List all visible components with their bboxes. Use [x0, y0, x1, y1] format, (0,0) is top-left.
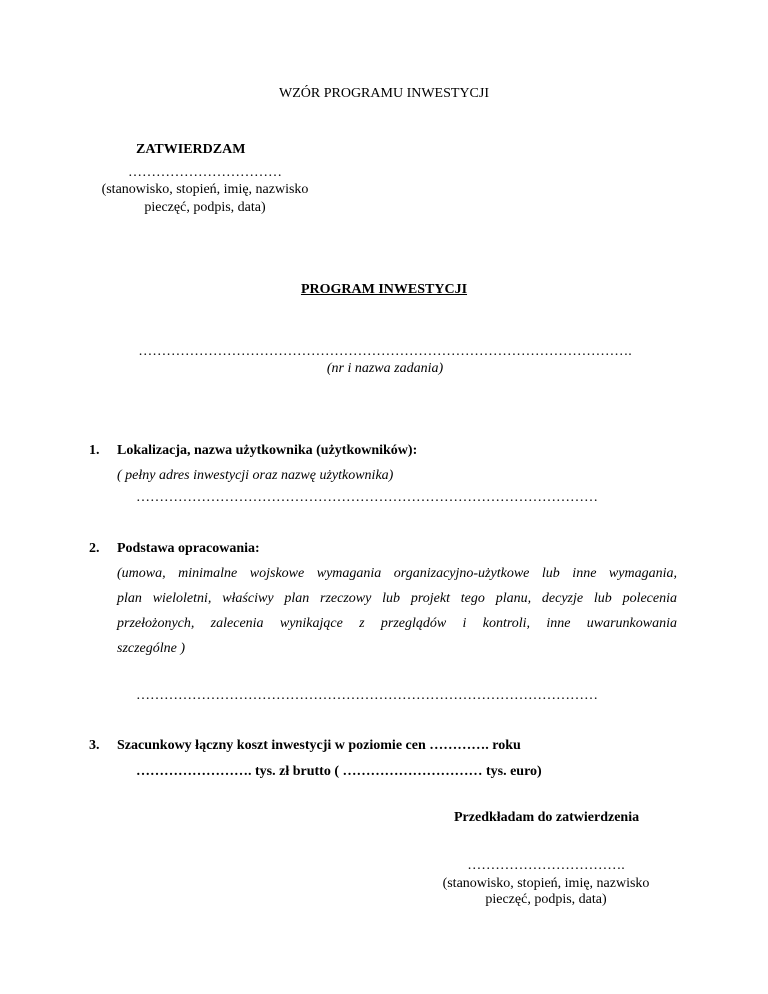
program-title-container [0, 282, 768, 298]
program-title: PROGRAM INWESTYCJI [300, 282, 468, 297]
section-1-dots: ……………………………………………………………………………………… [136, 490, 598, 505]
section-3-number: 3. [89, 738, 100, 753]
section-1-title: Lokalizacja, nazwa użytkownika (użytkowników): [117, 443, 418, 458]
section-3-title: Szacunkowy łączny koszt inwestycji w poziomie cen …………. roku [117, 738, 521, 753]
section-2-title: Podstawa opracowania: [117, 541, 260, 556]
document-title: WZÓR PROGRAMU INWESTYCJI [279, 86, 489, 101]
task-dots: ……………………………………………………………………………………………. [138, 344, 632, 359]
submit-caption-line1: (stanowisko, stopień, imię, nazwisko [442, 876, 650, 891]
section-2-hint-line1: (umowa, minimalne wojskowe wymagania organizacyjno-użytkowe lub inne wymagania, [117, 566, 677, 581]
section-2-hint-line3: przełożonych, zalecenia wynikające z przeglądów i kontroli, inne uwarunkowania [117, 616, 677, 631]
section-3-cost-line: ……………………. tys. zł brutto ( ………………………… tys. euro) [136, 764, 542, 779]
document-title-container [0, 86, 768, 102]
approve-caption-line2: pieczęć, podpis, data) [144, 200, 266, 215]
submit-caption-line2: pieczęć, podpis, data) [485, 892, 607, 907]
task-caption: (nr i nazwa zadania) [326, 361, 444, 376]
section-1-number: 1. [89, 443, 100, 458]
approve-signature-dots: …………………………… [128, 165, 282, 180]
submit-heading: Przedkładam do zatwierdzenia [454, 810, 640, 825]
section-2-number: 2. [89, 541, 100, 556]
approve-heading: ZATWIERDZAM [136, 142, 246, 157]
approve-caption-line1: (stanowisko, stopień, imię, nazwisko [101, 182, 309, 197]
section-2-hint-line4: szczególne ) [117, 641, 186, 656]
section-2-hint-line2: plan wieloletni, właściwy plan rzeczowy lub projekt tego planu, decyzje lub polecenia [117, 591, 677, 606]
submit-signature-dots: ……………………………. [467, 858, 625, 873]
section-2-dots: ……………………………………………………………………………………… [136, 688, 598, 703]
section-1-hint: ( pełny adres inwestycji oraz nazwę użytkownika) [117, 468, 394, 483]
